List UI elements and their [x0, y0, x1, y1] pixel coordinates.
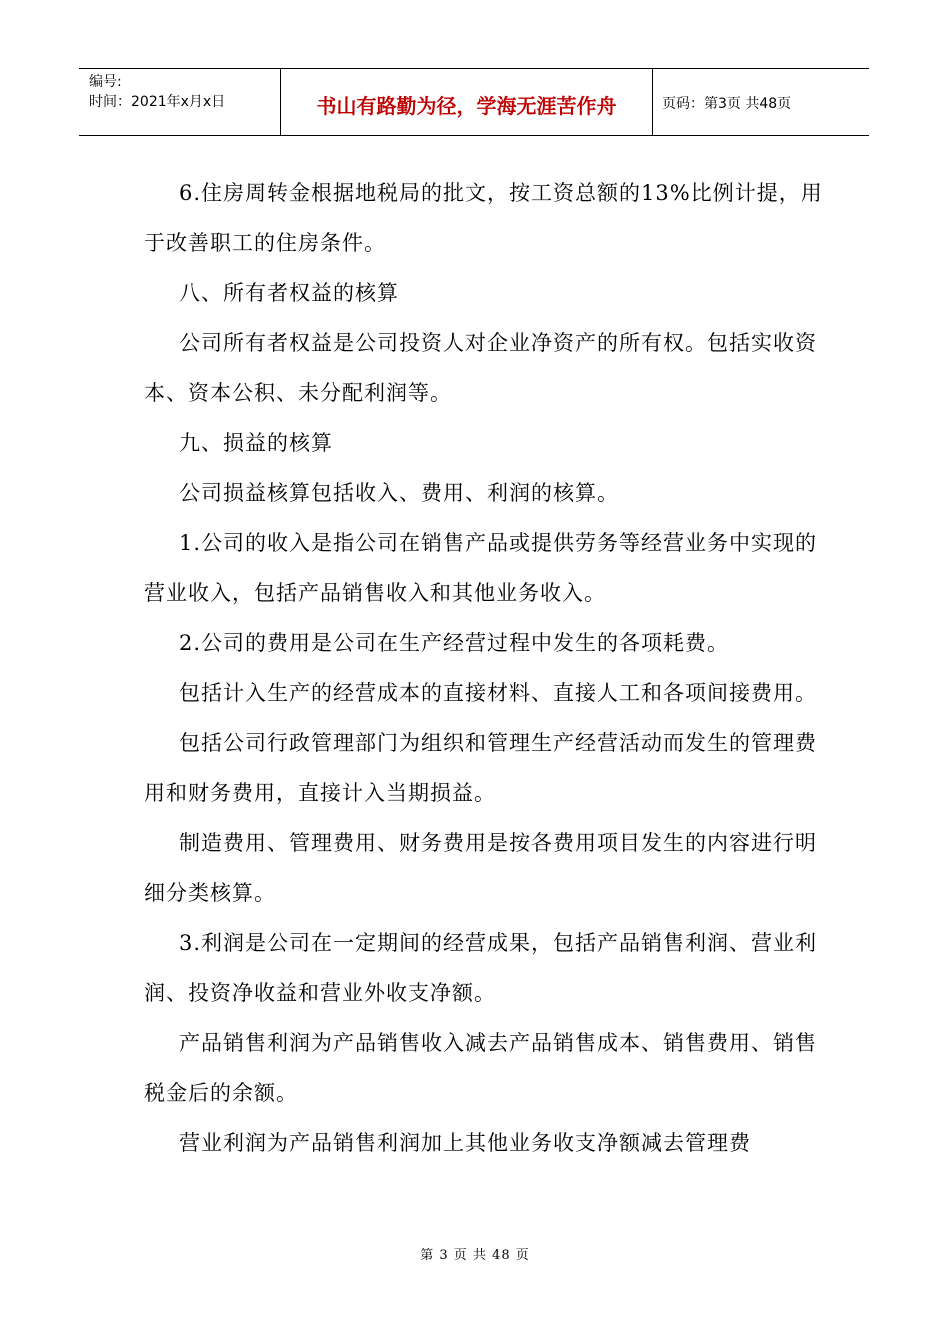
paragraph: 包括计入生产的经营成本的直接材料、直接人工和各项间接费用。 — [179, 681, 817, 705]
document-date: 时间：2021年x月x日 — [89, 94, 226, 110]
paragraph: 包括公司行政管理部门为组织和管理生产经营活动而发生的管理费用和财务费用，直接计入当期损益。 — [144, 731, 817, 805]
paragraph: 营业利润为产品销售利润加上其他业务收支净额减去管理费 — [179, 1131, 751, 1155]
page-header — [79, 68, 869, 136]
paragraph: 产品销售利润为产品销售收入减去产品销售成本、销售费用、销售税金后的余额。 — [144, 1031, 817, 1105]
header-motto: 书山有路勤为径，学海无涯苦作舟 — [281, 69, 653, 135]
header-meta — [79, 69, 281, 135]
section-heading: 九、损益的核算 — [179, 431, 333, 455]
document-number-label: 编号: — [89, 74, 122, 90]
paragraph: 公司所有者权益是公司投资人对企业净资产的所有权。包括实收资本、资本公积、未分配利润等。 — [144, 331, 817, 405]
paragraph: 制造费用、管理费用、财务费用是按各费用项目发生的内容进行明细分类核算。 — [144, 831, 817, 905]
paragraph: 3.利润是公司在一定期间的经营成果，包括产品销售利润、营业利润、投资净收益和营业外收支净额。 — [144, 931, 818, 1005]
paragraph: 6.住房周转金根据地税局的批文，按工资总额的13%比例计提，用于改善职工的住房条件。 — [144, 181, 823, 255]
header-page-info: 页码：第3页 共48页 — [662, 96, 792, 112]
section-heading: 八、所有者权益的核算 — [179, 281, 399, 305]
page-footer: 第 3 页 共 48 页 — [420, 1248, 530, 1263]
paragraph: 2.公司的费用是公司在生产经营过程中发生的各项耗费。 — [179, 631, 730, 655]
paragraph: 1.公司的收入是指公司在销售产品或提供劳务等经营业务中实现的营业收入，包括产品销售收入和其他业务收入。 — [144, 531, 818, 605]
document-body — [144, 168, 824, 1168]
paragraph: 公司损益核算包括收入、费用、利润的核算。 — [179, 481, 619, 505]
